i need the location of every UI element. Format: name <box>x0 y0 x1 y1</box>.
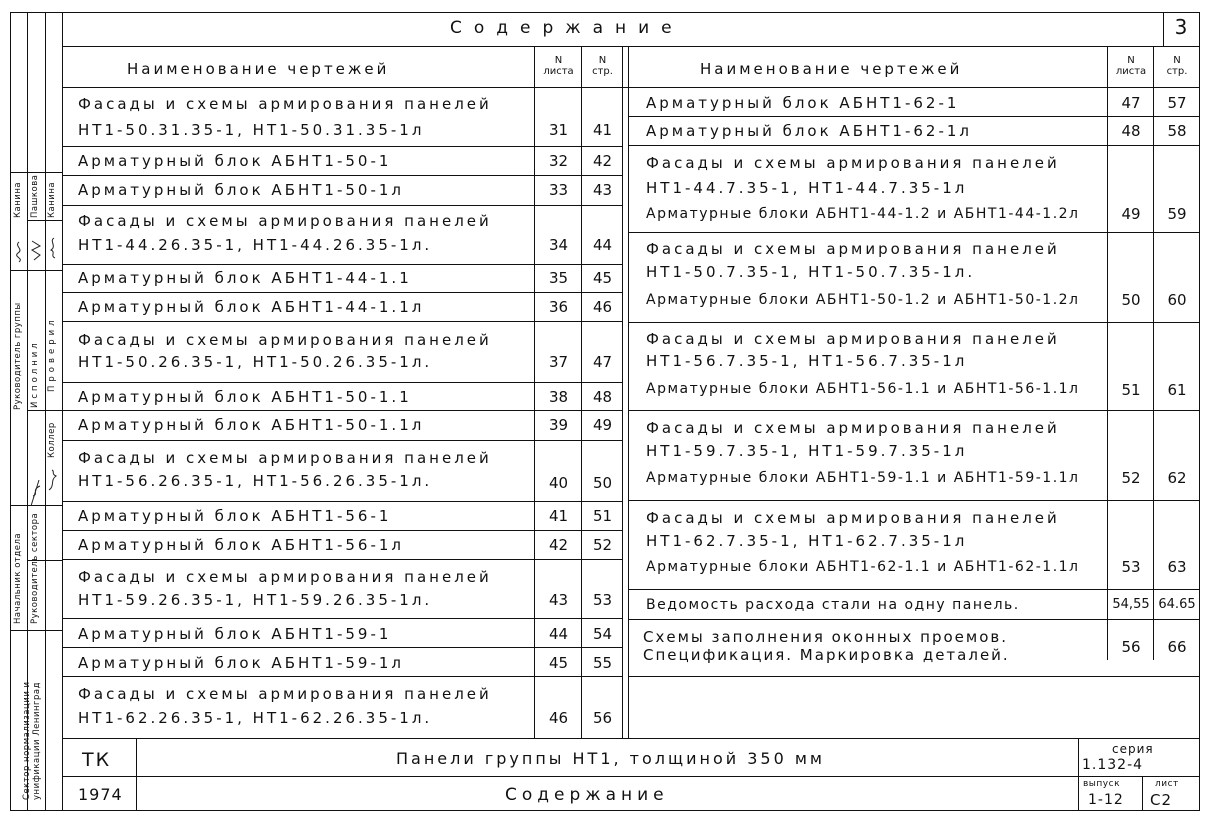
left-row-page: 54 <box>592 625 613 643</box>
stamp-role: Руководитель сектора <box>30 512 40 624</box>
row-line <box>62 440 622 441</box>
left-row-sheet: 32 <box>548 152 569 170</box>
row-line <box>62 292 622 293</box>
right-row-line: Арматурные блоки АБНТ1-44-1.2 и АБНТ1-44-1.2л <box>646 206 1080 222</box>
row-line <box>62 501 622 502</box>
left-row-sheet: 44 <box>548 625 569 643</box>
series-value: 1.132-4 <box>1082 757 1144 773</box>
left-row-sheet: 45 <box>548 654 569 672</box>
row-line <box>62 618 622 619</box>
left-row-sheet: 42 <box>548 536 569 554</box>
row-line <box>62 264 622 265</box>
left-row-line: НТ1-50.31.35-1, НТ1-50.31.35-1л <box>78 121 425 139</box>
right-row-line: Арматурные блоки АБНТ1-56-1.1 и АБНТ1-56-1.1л <box>646 381 1080 397</box>
stamp-divider <box>10 172 62 173</box>
right-row-page: 59 <box>1167 205 1187 223</box>
frame-right <box>1199 12 1200 810</box>
main-left-border <box>62 12 63 810</box>
right-row-line: Арматурный блок АБНТ1-62-1 <box>646 94 960 112</box>
left-row-sheet: 41 <box>548 507 569 525</box>
right-row-line: Фасады и схемы армирования панелей <box>646 509 1060 527</box>
left-row-sheet: 39 <box>548 416 569 434</box>
right-row-line: НТ1-50.7.35-1, НТ1-50.7.35-1л. <box>646 263 976 281</box>
left-row-line: Арматурный блок АБНТ1-56-1 <box>78 507 392 525</box>
stamp-divider <box>27 410 62 411</box>
header-page-bottom: стр. <box>1166 66 1188 77</box>
header-page-left <box>583 55 622 77</box>
issue-value: 1-12 <box>1088 792 1124 808</box>
right-row-line: Спецификация. Маркировка деталей. <box>643 646 1010 664</box>
left-row-page: 49 <box>592 416 613 434</box>
right-row-line: Арматурный блок АБНТ1-62-1л <box>646 122 973 140</box>
right-row-line: НТ1-62.7.35-1, НТ1-62.7.35-1л <box>646 532 968 550</box>
right-row-sheet: 50 <box>1121 291 1141 309</box>
right-row-page: 64.65 <box>1158 597 1196 612</box>
left-row-sheet: 37 <box>548 353 569 371</box>
left-row-page: 48 <box>592 388 613 406</box>
frame-bottom <box>10 810 1200 811</box>
row-line <box>628 232 1200 233</box>
middle-divider-b <box>628 46 629 738</box>
left-row-line: Арматурный блок АБНТ1-50-1 <box>78 152 392 170</box>
left-row-page: 41 <box>592 121 613 139</box>
left-row-page: 55 <box>592 654 613 672</box>
left-row-line: НТ1-50.26.35-1, НТ1-50.26.35-1л. <box>78 353 433 371</box>
left-row-page: 47 <box>592 353 613 371</box>
right-row-page: 62 <box>1167 469 1187 487</box>
titleblock-code: ТК <box>82 749 112 771</box>
right-row-sheet: 52 <box>1121 469 1141 487</box>
header-sheet-bottom: листа <box>543 66 574 77</box>
sheet-number-divider <box>1163 12 1164 46</box>
right-row-page: 58 <box>1167 122 1187 140</box>
row-line <box>628 145 1200 146</box>
issue-label: выпуск <box>1083 779 1121 789</box>
right-row-line: НТ1-59.7.35-1, НТ1-59.7.35-1л <box>646 442 968 460</box>
header-row-bottom <box>62 87 1200 88</box>
right-row-page: 61 <box>1167 381 1187 399</box>
right-row-page: 60 <box>1167 291 1187 309</box>
titleblock-issue-divider <box>1142 776 1143 810</box>
row-line <box>62 410 622 411</box>
series-label: серия <box>1112 742 1154 756</box>
row-line <box>62 146 622 147</box>
stamp-role: Исполнил <box>30 340 40 408</box>
right-row-sheet: 53 <box>1121 558 1141 576</box>
left-row-line: НТ1-62.26.35-1, НТ1-62.26.35-1л. <box>78 709 433 727</box>
titleblock-subtitle: Содержание <box>505 785 669 805</box>
col-sheet-divider-left <box>534 46 535 738</box>
row-line <box>62 530 622 531</box>
left-row-line: Арматурный блок АБНТ1-50-1.1л <box>78 416 425 434</box>
row-line <box>628 589 1200 590</box>
left-row-page: 46 <box>592 298 613 316</box>
row-line <box>62 559 622 560</box>
stamp-name: Пашкова <box>30 174 40 218</box>
col-page-divider-right <box>1153 46 1154 660</box>
right-row-line: Ведомость расхода стали на одну панель. <box>646 597 1020 613</box>
left-row-page: 42 <box>592 152 613 170</box>
right-row-page: 63 <box>1167 558 1187 576</box>
left-row-page: 51 <box>592 507 613 525</box>
left-row-line: Арматурный блок АБНТ1-50-1л <box>78 181 405 199</box>
stamp-name: Канина <box>47 181 57 218</box>
row-line <box>628 500 1200 501</box>
titleblock-top <box>62 738 1200 739</box>
left-row-line: Фасады и схемы армирования панелей <box>78 449 492 467</box>
right-row-line: Схемы заполнения оконных проемов. <box>643 628 1008 646</box>
right-row-page: 57 <box>1167 94 1187 112</box>
stamp-role: Руководитель группы <box>13 302 23 410</box>
right-row-sheet: 49 <box>1121 205 1141 223</box>
left-row-line: Фасады и схемы армирования панелей <box>78 685 492 703</box>
left-row-page: 45 <box>592 269 613 287</box>
row-line <box>628 410 1200 411</box>
left-row-sheet: 35 <box>548 269 569 287</box>
left-row-sheet: 46 <box>548 709 569 727</box>
stamp-name: Канина <box>13 181 23 218</box>
header-name-left: Наименование чертежей <box>127 60 390 78</box>
left-row-line: Арматурный блок АБНТ1-50-1.1 <box>78 388 412 406</box>
left-row-sheet: 33 <box>548 181 569 199</box>
left-row-line: Арматурный блок АБНТ1-56-1л <box>78 536 405 554</box>
right-row-line: Фасады и схемы армирования панелей <box>646 154 1060 172</box>
stamp-role: Начальник отдела <box>13 532 23 624</box>
left-row-page: 53 <box>592 591 613 609</box>
left-row-line: Фасады и схемы армирования панелей <box>78 212 492 230</box>
row-line <box>62 175 622 176</box>
frame-left <box>10 12 11 810</box>
right-row-line: Фасады и схемы армирования панелей <box>646 240 1060 258</box>
left-row-line: Арматурный блок АБНТ1-59-1 <box>78 625 392 643</box>
right-row-line: Арматурные блоки АБНТ1-50-1.2 и АБНТ1-50-1.2л <box>646 292 1080 308</box>
header-name-right: Наименование чертежей <box>700 60 963 78</box>
row-line <box>62 205 622 206</box>
left-row-line: НТ1-56.26.35-1, НТ1-56.26.35-1л. <box>78 472 433 490</box>
header-page-right <box>1155 55 1199 77</box>
header-page-bottom: стр. <box>592 66 613 77</box>
row-line <box>628 322 1200 323</box>
left-row-sheet: 38 <box>548 388 569 406</box>
left-row-line: Фасады и схемы армирования панелей <box>78 331 492 349</box>
frame-top <box>10 12 1200 13</box>
titleblock-code-divider <box>136 738 137 810</box>
signature-mark <box>46 236 60 260</box>
title-row-bottom <box>62 46 1200 47</box>
right-row-sheet: 47 <box>1121 94 1141 112</box>
stamp-divider <box>27 220 62 221</box>
left-row-page: 44 <box>592 236 613 254</box>
signature-mark <box>29 238 43 262</box>
left-row-line: Арматурный блок АБНТ1-59-1л <box>78 654 405 672</box>
left-row-page: 50 <box>592 474 613 492</box>
sheet-label: лист <box>1155 779 1179 789</box>
right-row-line: НТ1-56.7.35-1, НТ1-56.7.35-1л <box>646 352 968 370</box>
header-page-top: N <box>1173 55 1181 66</box>
left-row-sheet: 43 <box>548 591 569 609</box>
header-sheet-right <box>1109 55 1153 77</box>
left-row-line: НТ1-59.26.35-1, НТ1-59.26.35-1л. <box>78 591 433 609</box>
col-sheet-divider-right <box>1107 46 1108 660</box>
middle-divider-a <box>622 46 623 738</box>
titleblock-description: Панели группы НТ1, толщиной 350 мм <box>396 749 825 768</box>
stamp-divider <box>45 12 46 810</box>
row-line <box>62 321 622 322</box>
row-line <box>628 116 1200 117</box>
right-row-line: Фасады и схемы армирования панелей <box>646 330 1060 348</box>
right-row-line: Фасады и схемы армирования панелей <box>646 419 1060 437</box>
signature-mark <box>46 468 60 492</box>
left-row-sheet: 36 <box>548 298 569 316</box>
stamp-role: Проверил <box>47 316 57 392</box>
right-row-sheet: 51 <box>1121 381 1141 399</box>
left-row-sheet: 40 <box>548 474 569 492</box>
right-row-line: Арматурные блоки АБНТ1-62-1.1 и АБНТ1-62-1.1л <box>646 559 1080 575</box>
stamp-name: Коллер <box>47 422 57 458</box>
col-page-divider-left <box>581 46 582 738</box>
right-row-sheet: 48 <box>1121 122 1141 140</box>
row-line <box>62 676 622 677</box>
left-row-sheet: 34 <box>548 236 569 254</box>
row-line <box>628 676 1200 677</box>
left-row-sheet: 31 <box>548 121 569 139</box>
header-sheet-top: N <box>1127 55 1135 66</box>
left-row-line: НТ1-44.26.35-1, НТ1-44.26.35-1л. <box>78 236 433 254</box>
row-line <box>62 647 622 648</box>
right-row-line: Арматурные блоки АБНТ1-59-1.1 и АБНТ1-59-1.1л <box>646 470 1080 486</box>
sheet-number: 3 <box>1174 15 1188 39</box>
header-sheet-left <box>536 55 581 77</box>
left-row-line: Фасады и схемы армирования панелей <box>78 95 492 113</box>
right-row-sheet: 54,55 <box>1112 597 1150 612</box>
row-line <box>628 619 1200 620</box>
row-line <box>62 382 622 383</box>
left-row-line: Арматурный блок АБНТ1-44-1.1л <box>78 298 425 316</box>
left-row-line: Арматурный блок АБНТ1-44-1.1 <box>78 269 412 287</box>
left-row-page: 52 <box>592 536 613 554</box>
right-row-line: НТ1-44.7.35-1, НТ1-44.7.35-1л <box>646 179 968 197</box>
left-row-line: Фасады и схемы армирования панелей <box>78 568 492 586</box>
left-row-page: 43 <box>592 181 613 199</box>
titleblock-year: 1974 <box>78 785 123 804</box>
header-sheet-top: N <box>554 55 563 66</box>
titleblock-series-divider <box>1078 738 1079 810</box>
stamp-divider <box>10 270 62 271</box>
signature-mark <box>12 240 26 264</box>
right-row-page: 66 <box>1167 638 1187 656</box>
titleblock-middle <box>62 776 1200 777</box>
stamp-organization: Сектор нормализации и унификации Ленинград <box>22 681 42 800</box>
sheet-value: С2 <box>1150 791 1173 809</box>
header-page-top: N <box>598 55 607 66</box>
header-sheet-bottom: листа <box>1115 66 1147 77</box>
page-title: Содержание <box>450 18 684 38</box>
left-row-page: 56 <box>592 709 613 727</box>
right-row-sheet: 56 <box>1121 638 1141 656</box>
signature-mark <box>29 478 43 508</box>
